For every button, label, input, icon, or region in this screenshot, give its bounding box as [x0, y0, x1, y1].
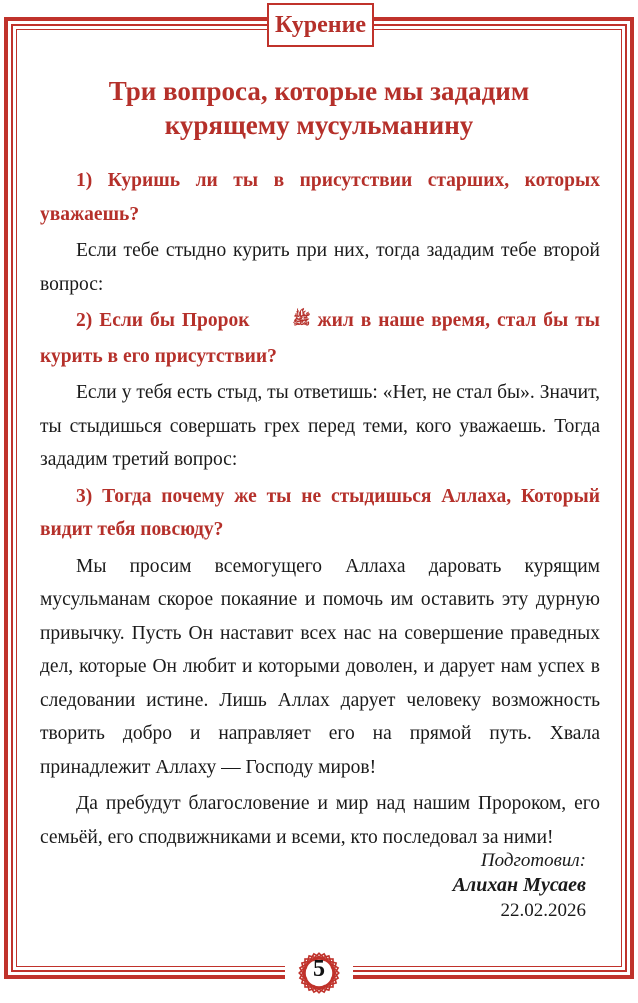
section-tab	[267, 3, 374, 47]
question-1: 1) Куришь ли ты в присутствии старших, которых уважаешь?	[40, 170, 600, 225]
page-number-badge	[285, 943, 353, 996]
question-2	[40, 304, 600, 373]
question-2-end: жил в наше время, стал бы ты курить в его присутствии?	[40, 310, 600, 367]
page-title	[40, 74, 598, 142]
section-title: Курение	[274, 11, 367, 38]
paragraph-2: Если у тебя есть стыд, ты ответишь: «Нет, не стал бы». Значит, ты стыдишься совершать грех перед теми, кого уважаешь. Тогда зададим третий вопрос:	[40, 382, 600, 470]
signature-block	[453, 848, 586, 923]
article-body	[40, 164, 600, 854]
question-2-start: 2) Если бы Пророк	[76, 310, 257, 331]
page-title-line-2: курящему мусульманину	[164, 110, 474, 140]
salawat-icon: ﷺ	[292, 312, 311, 328]
paragraph-3: Мы просим всемогущего Аллаха даровать курящим мусульманам скорое покаяние и помочь им оставить эту дурную привычку. Пусть Он наставит всех нас на совершение праведных дел, которые Он любит и которыми доволен, и дарует нам успех в следовании истине. Лишь Аллах дарует человеку возможность творить добро и направляет его на прямой путь. Хвала принадлежит Аллаху — Господу миров!	[40, 555, 600, 778]
paragraph-4: Да пребудут благословение и мир над нашим Пророком, его семьёй, его сподвижниками и всеми, кто последовал за ними!	[40, 793, 600, 848]
page-number: 5	[313, 956, 325, 982]
publish-date: 22.02.2026	[500, 900, 586, 921]
author-name: Алихан Мусаев	[452, 874, 586, 896]
paragraph-1: Если тебе стыдно курить при них, тогда зададим тебе второй вопрос:	[40, 240, 600, 295]
page-title-line-1: Три вопроса, которые мы зададим	[108, 76, 530, 106]
question-3: 3) Тогда почему же ты не стыдишься Аллаха, Который видит тебя повсюду?	[40, 485, 600, 540]
prepared-by-label: Подготовил:	[480, 850, 586, 871]
